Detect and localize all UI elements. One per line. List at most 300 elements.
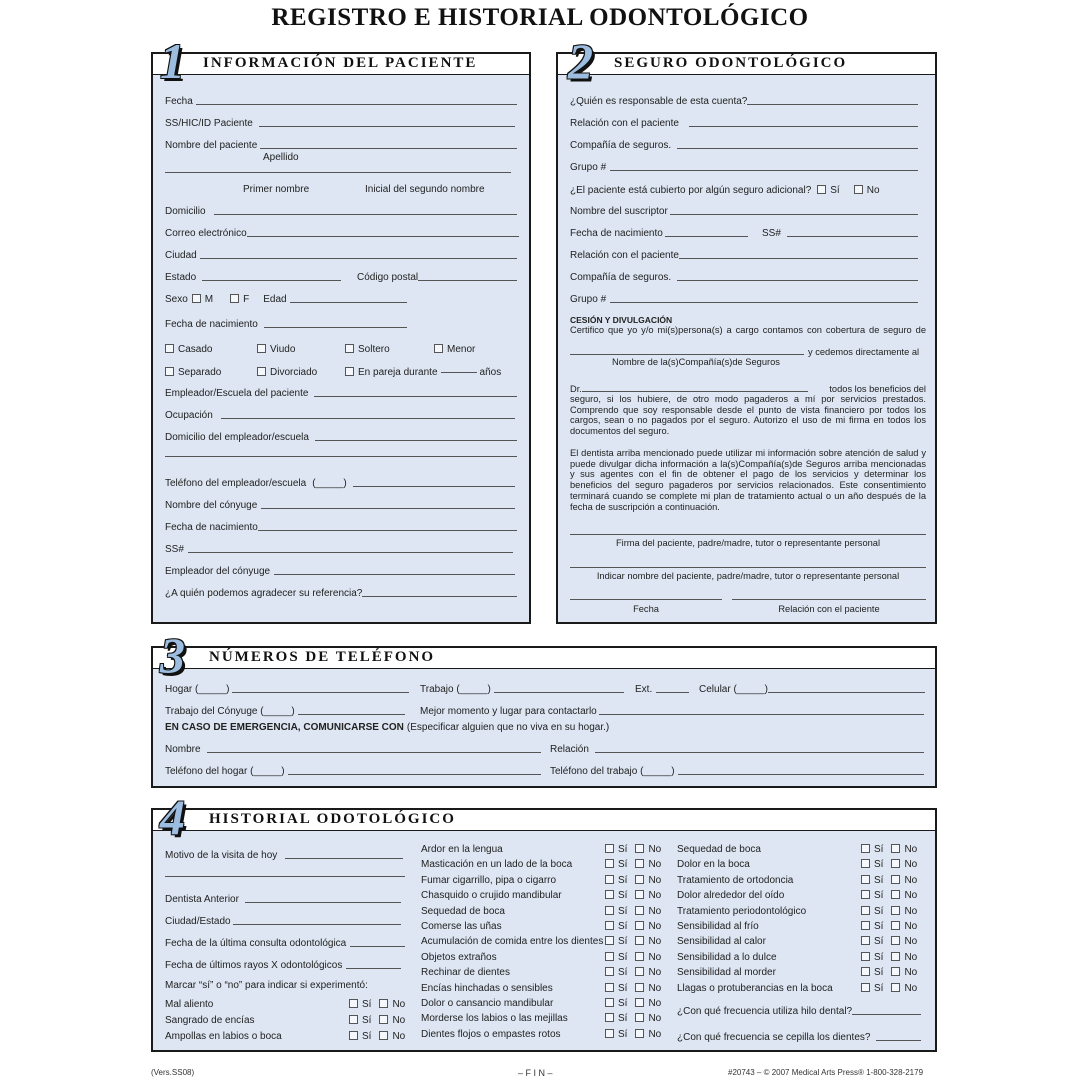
no-checkbox[interactable] <box>891 952 917 963</box>
celular-field[interactable] <box>699 684 925 695</box>
no-checkbox[interactable] <box>635 983 661 994</box>
si-checkbox[interactable] <box>861 875 883 886</box>
history-item-label: Sensibilidad al frío <box>677 921 759 932</box>
history-item-label: Sequedad de boca <box>421 905 505 917</box>
label: Sí <box>618 844 628 855</box>
checkbox-icon <box>192 294 201 303</box>
si-checkbox[interactable] <box>605 983 627 994</box>
label: Sí <box>618 936 628 948</box>
label: ¿A quién podemos agradecer su referencia? <box>165 588 363 599</box>
form-title: REGISTRO E HISTORIAL ODONTOLÓGICO <box>271 4 809 31</box>
si-checkbox[interactable] <box>605 998 627 1009</box>
label: No <box>904 921 918 932</box>
si-checkbox[interactable] <box>861 906 883 917</box>
ext-field[interactable] <box>635 684 689 695</box>
label: Ext. <box>635 684 653 695</box>
label: Sí <box>874 967 884 979</box>
version-label: (Vers.SS08) <box>151 1068 195 1077</box>
inicial-caption: Inicial del segundo nombre <box>365 184 485 195</box>
label: Sexo <box>165 294 188 305</box>
label: No <box>648 844 662 855</box>
no-checkbox[interactable] <box>635 859 661 870</box>
checkbox-icon <box>605 967 614 976</box>
grupo-field[interactable] <box>570 162 918 173</box>
conyuge-nacimiento-field[interactable] <box>165 522 517 533</box>
suscriptor-field[interactable] <box>570 206 918 217</box>
label: No <box>648 998 662 1009</box>
label: M <box>204 294 214 305</box>
label: Sí <box>874 874 884 886</box>
mejor-momento-field[interactable] <box>420 706 924 717</box>
yes-no-options <box>861 875 917 886</box>
label: No <box>648 874 662 886</box>
no-checkbox[interactable] <box>891 983 917 994</box>
empleador-field[interactable] <box>165 388 517 399</box>
checkbox-icon <box>891 952 900 961</box>
no-checkbox[interactable] <box>635 1013 661 1024</box>
label: Sí <box>874 844 884 855</box>
yes-no-options <box>861 952 917 963</box>
si-checkbox[interactable] <box>349 1031 371 1042</box>
checkbox-icon <box>861 921 870 930</box>
civil-separado-checkbox[interactable] <box>165 367 221 378</box>
section-2-title: SEGURO ODONTOLÓGICO <box>614 55 848 71</box>
sexo-m-checkbox[interactable] <box>192 294 213 305</box>
ciudad-estado-field[interactable] <box>165 916 401 927</box>
sexo-f-checkbox[interactable] <box>230 294 249 305</box>
checkbox-icon <box>635 906 644 915</box>
edad-label: Edad <box>263 294 287 305</box>
label: Nombre <box>165 744 201 755</box>
checkbox-icon <box>891 936 900 945</box>
label: Fecha de la última consulta odontológica <box>165 938 347 949</box>
checkbox-icon <box>165 367 174 376</box>
edad-field[interactable] <box>290 302 407 303</box>
compania2-field[interactable] <box>570 272 918 283</box>
label: Motivo de la visita de hoy <box>165 850 278 861</box>
label: EN CASO DE EMERGENCIA, COMUNICARSE CON <box>165 722 404 733</box>
label: Grupo # <box>570 162 607 173</box>
checkbox-icon <box>349 1015 358 1024</box>
no-checkbox[interactable] <box>891 906 917 917</box>
no-checkbox[interactable] <box>891 844 917 855</box>
apellido-caption: Apellido <box>263 152 299 163</box>
dr-field <box>570 384 926 394</box>
empleador-conyuge-field[interactable] <box>165 566 515 577</box>
checkbox-icon <box>605 844 614 853</box>
no-checkbox[interactable] <box>891 967 917 978</box>
dentista-anterior-field[interactable] <box>165 894 401 905</box>
yes-no-options <box>861 983 917 994</box>
checkbox-icon <box>861 875 870 884</box>
history-item-label: Sensibilidad al morder <box>677 967 776 979</box>
fecha-nacimiento-field[interactable] <box>165 319 407 330</box>
history-item-label: Dolor o cansancio mandibular <box>421 998 554 1009</box>
no-checkbox[interactable] <box>635 967 661 978</box>
fecha-field[interactable] <box>165 96 517 107</box>
relacion-field[interactable] <box>570 118 918 129</box>
fin-label: – F I N – <box>518 1068 553 1078</box>
no-checkbox[interactable] <box>891 936 917 947</box>
checkbox-icon <box>891 967 900 976</box>
yes-no-options <box>349 999 405 1010</box>
firma-relacion-field[interactable] <box>732 599 926 602</box>
label: No <box>648 921 662 932</box>
emergencia-tel-trabajo-field[interactable] <box>550 766 924 777</box>
no-checkbox[interactable] <box>635 998 661 1009</box>
checkbox-icon <box>854 185 863 194</box>
checkbox-icon <box>635 936 644 945</box>
label: Compañía de seguros. <box>570 140 672 151</box>
label: Fecha de nacimiento <box>570 228 663 239</box>
label: Dentista Anterior <box>165 894 239 905</box>
label: No <box>648 890 662 902</box>
yes-no-options <box>861 859 917 870</box>
label: Fecha de últimos rayos X odontológicos <box>165 960 343 971</box>
label: Sí <box>830 185 840 196</box>
label: SS# <box>165 544 184 555</box>
checkbox-icon <box>891 890 900 899</box>
label: No <box>904 951 918 963</box>
label: Sí <box>618 874 628 886</box>
label: Código postal <box>357 272 419 283</box>
referencia-field[interactable] <box>165 588 517 599</box>
telefono-empleador-field[interactable] <box>165 478 515 489</box>
si-checkbox[interactable] <box>605 844 627 855</box>
checkbox-icon <box>605 1029 614 1038</box>
si-checkbox[interactable] <box>605 906 627 917</box>
checkbox-icon <box>635 983 644 992</box>
motivo-line2[interactable] <box>165 876 405 879</box>
anos-field[interactable] <box>441 372 477 373</box>
yes-no-options <box>861 967 917 978</box>
patient-surname-field[interactable] <box>165 140 517 151</box>
sexo-edad-row <box>165 294 407 305</box>
label: Sí <box>874 859 884 871</box>
label: Mejor momento y lugar para contactarlo <box>420 706 597 717</box>
checkbox-icon <box>635 1029 644 1038</box>
label: Relación con el paciente <box>570 250 679 261</box>
si-checkbox[interactable] <box>861 936 883 947</box>
compania-field[interactable] <box>570 140 918 151</box>
fecha-caption: Fecha <box>633 604 659 614</box>
label: Trabajo (_____) <box>420 684 491 695</box>
history-item-label: Sequedad de boca <box>677 844 761 855</box>
label: ¿El paciente está cubierto por algún seguro adicional? <box>570 185 812 196</box>
yes-no-options <box>605 1013 661 1024</box>
label: Ocupación <box>165 410 213 421</box>
si-checkbox[interactable] <box>605 875 627 886</box>
civil-menor-checkbox[interactable] <box>434 344 475 355</box>
si-checkbox[interactable] <box>605 921 627 932</box>
adicional-no-checkbox[interactable] <box>854 185 880 196</box>
checkbox-icon <box>379 1031 388 1040</box>
todos-text: todos los beneficios del <box>829 384 926 394</box>
checkbox-icon <box>635 998 644 1007</box>
si-checkbox[interactable] <box>861 859 883 870</box>
history-item-label: Dientes flojos o empastes rotos <box>421 1028 561 1040</box>
checkbox-icon <box>434 344 443 353</box>
checkbox-icon <box>635 921 644 930</box>
section-3-header <box>153 648 935 669</box>
primer-nombre-caption: Primer nombre <box>243 184 310 195</box>
checkbox-icon <box>605 906 614 915</box>
checkbox-icon <box>257 367 266 376</box>
label: No <box>904 982 918 994</box>
grupo2-field[interactable] <box>570 294 918 305</box>
label: Sí <box>618 921 628 932</box>
label: ¿Quién es responsable de esta cuenta? <box>570 96 748 107</box>
si-checkbox[interactable] <box>349 999 371 1010</box>
si-checkbox[interactable] <box>605 1029 627 1040</box>
domicilio-empleador-field[interactable] <box>165 432 517 443</box>
indicar-caption: Indicar nombre del paciente, padre/madre, tutor o representante personal <box>596 571 900 581</box>
cesion-heading: CESIÓN Y DIVULGACIÓN <box>570 315 673 325</box>
civil-pareja-checkbox[interactable] <box>345 367 501 378</box>
label: Casado <box>178 344 213 355</box>
checkbox-icon <box>257 344 266 353</box>
label: No <box>904 844 918 855</box>
civil-divorciado-checkbox[interactable] <box>257 367 317 378</box>
checkbox-icon <box>165 344 174 353</box>
checkbox-icon <box>861 859 870 868</box>
patient-id-field[interactable] <box>165 118 515 129</box>
no-checkbox[interactable] <box>891 921 917 932</box>
relacion2-field[interactable] <box>570 250 918 261</box>
responsable-field[interactable] <box>570 96 918 107</box>
ultima-consulta-field[interactable] <box>165 938 405 949</box>
yes-no-options <box>605 1029 661 1040</box>
checkbox-icon <box>605 921 614 930</box>
checkbox-icon <box>349 999 358 1008</box>
history-item-label: Sensibilidad al calor <box>677 936 766 948</box>
section-4-title: HISTORIAL ODOTOLÓGICO <box>209 811 456 827</box>
label: Ciudad/Estado <box>165 916 231 927</box>
firma-field[interactable] <box>570 534 926 537</box>
label: Trabajo del Cónyuge (_____) <box>165 706 295 717</box>
adicional-si-checkbox[interactable] <box>817 185 839 196</box>
checkbox-icon <box>635 875 644 884</box>
ultimos-rayos-field[interactable] <box>165 960 401 971</box>
label: Teléfono del empleador/escuela <box>165 478 307 489</box>
label: Sí <box>874 936 884 948</box>
civil-viudo-checkbox[interactable] <box>257 344 295 355</box>
section-dental-insurance <box>556 52 937 624</box>
conyuge-ss-field[interactable] <box>165 544 513 555</box>
si-checkbox[interactable] <box>861 967 883 978</box>
disclosure-paragraph: El dentista arriba mencionado puede utilizar mi información sobre atención de salud y puede divulgar dicha información a la(s)Compañía(s)de Seguros arriba mencionadas y sus agentes con el fin de obtener el pago de los servicios y determinar los beneficios del seguro pagaderos por servicios relacionados. Este consentimiento terminará cuando se complete mi plan de tratamiento actual o un año después de la fecha de suscripción a continuación. <box>570 448 926 512</box>
no-checkbox[interactable] <box>891 890 917 901</box>
si-checkbox[interactable] <box>605 859 627 870</box>
cedemos-text: y cedemos directamente al <box>808 347 920 357</box>
label: Dr. <box>570 384 582 394</box>
history-item-label: Comerse las uñas <box>421 921 502 932</box>
no-checkbox[interactable] <box>635 921 661 932</box>
checkbox-icon <box>891 859 900 868</box>
emergencia-nombre-field[interactable] <box>165 744 541 755</box>
history-item-label: Fumar cigarrillo, pipa o cigarro <box>421 874 557 886</box>
label: Sí <box>618 859 628 871</box>
hilo-dental-field[interactable] <box>677 1006 921 1017</box>
si-checkbox[interactable] <box>861 890 883 901</box>
checkbox-icon <box>891 921 900 930</box>
history-item-label: Mal aliento <box>165 999 214 1010</box>
label: Divorciado <box>270 367 318 378</box>
section-3-title: NÚMEROS DE TELÉFONO <box>209 649 436 665</box>
history-item-label: Ampollas en labios o boca <box>165 1031 282 1042</box>
checkbox-icon <box>605 890 614 899</box>
copyright-label: #20743 – © 2007 Medical Arts Press® 1-800-328-2179 <box>728 1068 924 1077</box>
checkbox-icon <box>635 844 644 853</box>
hogar-phone-field[interactable] <box>165 684 409 695</box>
no-checkbox[interactable] <box>635 1029 661 1040</box>
indicar-nombre-field[interactable] <box>570 567 926 570</box>
label: No <box>648 967 662 979</box>
no-checkbox[interactable] <box>635 952 661 963</box>
history-item-label: Rechinar de dientes <box>421 967 510 979</box>
yes-no-options <box>349 1015 405 1026</box>
cepilla-field[interactable] <box>677 1032 921 1043</box>
si-checkbox[interactable] <box>861 983 883 994</box>
label: No <box>648 936 662 948</box>
yes-no-options <box>605 921 661 932</box>
si-checkbox[interactable] <box>605 1013 627 1024</box>
section-4-number: 4 <box>160 789 185 845</box>
checkbox-icon <box>817 185 826 194</box>
si-checkbox[interactable] <box>605 952 627 963</box>
yes-no-options <box>605 952 661 963</box>
section-phone-numbers <box>151 646 937 788</box>
label: No <box>648 1028 662 1040</box>
label: SS# <box>762 228 781 239</box>
checkbox-icon <box>605 1013 614 1022</box>
no-checkbox[interactable] <box>635 890 661 901</box>
section-2-header <box>558 54 935 75</box>
domicilio-field[interactable] <box>165 206 517 217</box>
checkbox-icon <box>605 875 614 884</box>
no-checkbox[interactable] <box>891 859 917 870</box>
label: Domicilio <box>165 206 206 217</box>
email-field[interactable] <box>165 228 519 239</box>
trabajo-phone-field[interactable] <box>420 684 624 695</box>
label: Hogar (_____) <box>165 684 230 695</box>
firma-caption: Firma del paciente, padre/madre, tutor o representante personal <box>615 538 881 548</box>
estado-field[interactable] <box>165 272 341 283</box>
domicilio-empleador-line2[interactable] <box>165 456 517 459</box>
section-4-header <box>153 810 935 831</box>
label: No <box>648 982 662 994</box>
label: Sí <box>618 1028 628 1040</box>
motivo-field[interactable] <box>165 850 403 861</box>
checkbox-icon <box>635 967 644 976</box>
ciudad-field[interactable] <box>165 250 517 261</box>
si-checkbox[interactable] <box>349 1015 371 1026</box>
no-checkbox[interactable] <box>379 1031 405 1042</box>
yes-no-options <box>605 967 661 978</box>
label: No <box>648 859 662 871</box>
yes-no-options <box>861 890 917 901</box>
codigo-postal-field[interactable] <box>357 272 517 283</box>
label: Fecha <box>165 96 193 107</box>
label: No <box>904 936 918 948</box>
section-1-title: INFORMACIÓN DEL PACIENTE <box>203 55 478 71</box>
civil-casado-checkbox[interactable] <box>165 344 212 355</box>
label: No <box>392 999 406 1010</box>
history-item-label: Ardor en la lengua <box>421 844 503 855</box>
si-checkbox[interactable] <box>605 936 627 947</box>
no-checkbox[interactable] <box>379 999 405 1010</box>
label: ¿Con qué frecuencia se cepilla los dientes? <box>677 1032 871 1043</box>
label: No <box>648 1013 662 1025</box>
label: No <box>648 905 662 917</box>
label: No <box>904 905 918 917</box>
label: Celular (_____) <box>699 684 768 695</box>
dr-line[interactable] <box>582 391 808 392</box>
checkbox-icon <box>345 344 354 353</box>
checkbox-icon <box>605 952 614 961</box>
no-checkbox[interactable] <box>635 875 661 886</box>
checkbox-icon <box>891 983 900 992</box>
no-checkbox[interactable] <box>379 1015 405 1026</box>
label: Sí <box>874 905 884 917</box>
checkbox-icon <box>861 983 870 992</box>
civil-soltero-checkbox[interactable] <box>345 344 390 355</box>
label: ¿Con qué frecuencia utiliza hilo dental? <box>677 1006 853 1017</box>
emergencia-tel-hogar-field[interactable] <box>165 766 541 777</box>
si-checkbox[interactable] <box>605 890 627 901</box>
label: Sí <box>362 999 372 1010</box>
yes-no-options <box>605 936 661 947</box>
suscriptor-nacimiento-field[interactable] <box>570 228 748 239</box>
label: Relación con el paciente <box>570 118 679 129</box>
si-checkbox[interactable] <box>861 952 883 963</box>
section-1-number: 1 <box>160 33 185 89</box>
checkbox-icon <box>861 844 870 853</box>
checkbox-icon <box>891 906 900 915</box>
yes-no-options <box>605 890 661 901</box>
label: Nombre del paciente <box>165 140 258 151</box>
compania-line[interactable] <box>570 354 804 355</box>
si-checkbox[interactable] <box>861 921 883 932</box>
label: SS/HIC/ID Paciente <box>165 118 253 129</box>
section-patient-info <box>151 52 531 624</box>
label: No <box>648 951 662 963</box>
si-checkbox[interactable] <box>605 967 627 978</box>
label: Sí <box>874 890 884 902</box>
nombre-conyuge-field[interactable] <box>165 500 515 511</box>
label: Estado <box>165 272 197 283</box>
seguro-adicional-row <box>570 185 880 196</box>
ocupacion-field[interactable] <box>165 410 515 421</box>
suscriptor-ss-field[interactable] <box>762 228 918 239</box>
trabajo-conyuge-field[interactable] <box>165 706 405 717</box>
history-item-label: Tratamiento periodontológico <box>677 905 807 917</box>
label: Sí <box>618 1013 628 1025</box>
firma-fecha-field[interactable] <box>570 599 722 602</box>
label: Correo electrónico <box>165 228 247 239</box>
no-checkbox[interactable] <box>891 875 917 886</box>
checkbox-icon <box>605 859 614 868</box>
no-checkbox[interactable] <box>635 844 661 855</box>
patient-firstname-field[interactable] <box>165 172 511 175</box>
emergencia-relacion-field[interactable] <box>550 744 924 755</box>
history-item-label: Acumulación de comida entre los dientes <box>421 936 604 948</box>
no-checkbox[interactable] <box>635 936 661 947</box>
si-checkbox[interactable] <box>861 844 883 855</box>
history-item-label: Tratamiento de ortodoncia <box>677 874 794 886</box>
no-checkbox[interactable] <box>635 906 661 917</box>
checkbox-icon <box>635 1013 644 1022</box>
